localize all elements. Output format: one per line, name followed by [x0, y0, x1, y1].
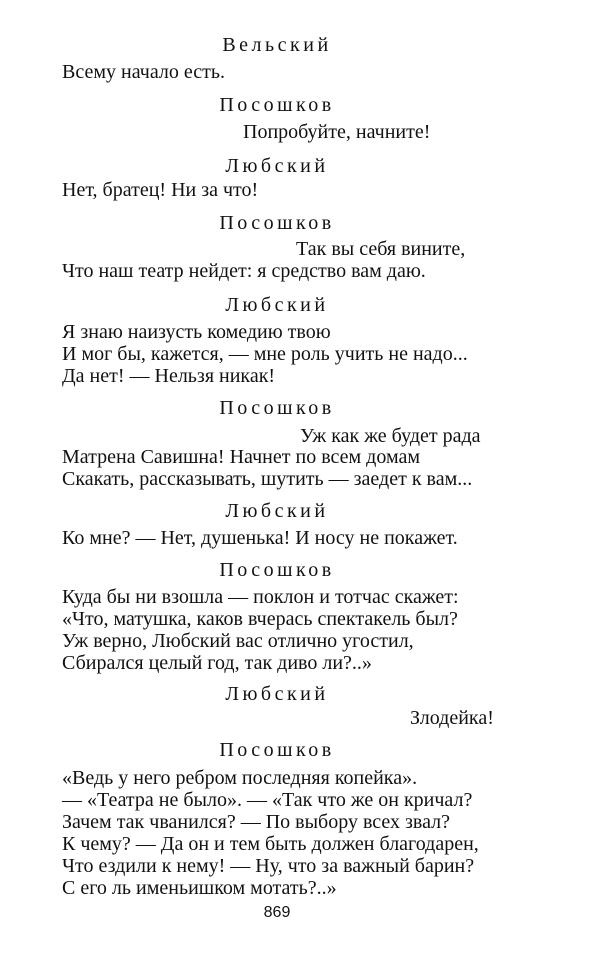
speaker-name: Вельский — [222, 34, 332, 56]
verse-line: Так вы себя вините, — [296, 238, 466, 260]
verse-line: «Ведь у него ребром последняя копейка». — [62, 767, 418, 789]
speaker-name: Любский — [225, 294, 329, 316]
verse-line: Всему начало есть. — [62, 61, 225, 83]
verse-line: — «Театра не было». — «Так что же он кричал? — [62, 789, 473, 811]
verse-line: Да нет! — Нельзя никак! — [62, 365, 276, 387]
speaker-name: Посошков — [219, 559, 335, 581]
verse-line: С его ль именьишком мотать?..» — [62, 877, 337, 899]
verse-line: Скакать, рассказывать, шутить — заедет к вам... — [62, 468, 473, 490]
verse-line: Куда бы ни взошла — поклон и тотчас скажет: — [62, 586, 459, 608]
speaker-name: Любский — [225, 500, 329, 522]
verse-line: Сбирался целый год, так диво ли?..» — [62, 652, 372, 674]
speaker-name: Любский — [225, 683, 329, 705]
verse-line: Злодейка! — [410, 707, 494, 729]
page-number: 869 — [263, 904, 291, 921]
verse-line: И мог бы, кажется, — мне роль учить не надо... — [62, 343, 468, 365]
speaker-name: Посошков — [219, 397, 335, 419]
verse-line: Что ездили к нему! — Ну, что за важный барин? — [62, 855, 475, 877]
verse-line: Уж верно, Любский вас отлично угостил, — [62, 630, 414, 652]
speaker-name: Посошков — [219, 739, 335, 761]
verse-line: К чему? — Да он и тем быть должен благодарен, — [62, 833, 479, 855]
verse-line: Зачем так чванился? — По выбору всех звал? — [62, 811, 451, 833]
speaker-name: Любский — [225, 155, 329, 177]
verse-line: Матрена Савишна! Начнет по всем домам — [62, 446, 421, 468]
speaker-name: Посошков — [219, 94, 335, 116]
verse-line: Уж как же будет рада — [300, 425, 481, 447]
speaker-name: Посошков — [219, 212, 335, 234]
verse-line: «Что, матушка, каков вчерась спектакель был? — [62, 608, 458, 630]
verse-line: Ко мне? — Нет, душенька! И носу не покажет. — [62, 527, 458, 549]
verse-line: Нет, братец! Ни за что! — [62, 179, 259, 201]
verse-line: Я знаю наизусть комедию твою — [62, 321, 331, 343]
verse-line: Что наш театр нейдет: я средство вам даю. — [62, 260, 426, 282]
verse-line: Попробуйте, начните! — [243, 121, 431, 143]
